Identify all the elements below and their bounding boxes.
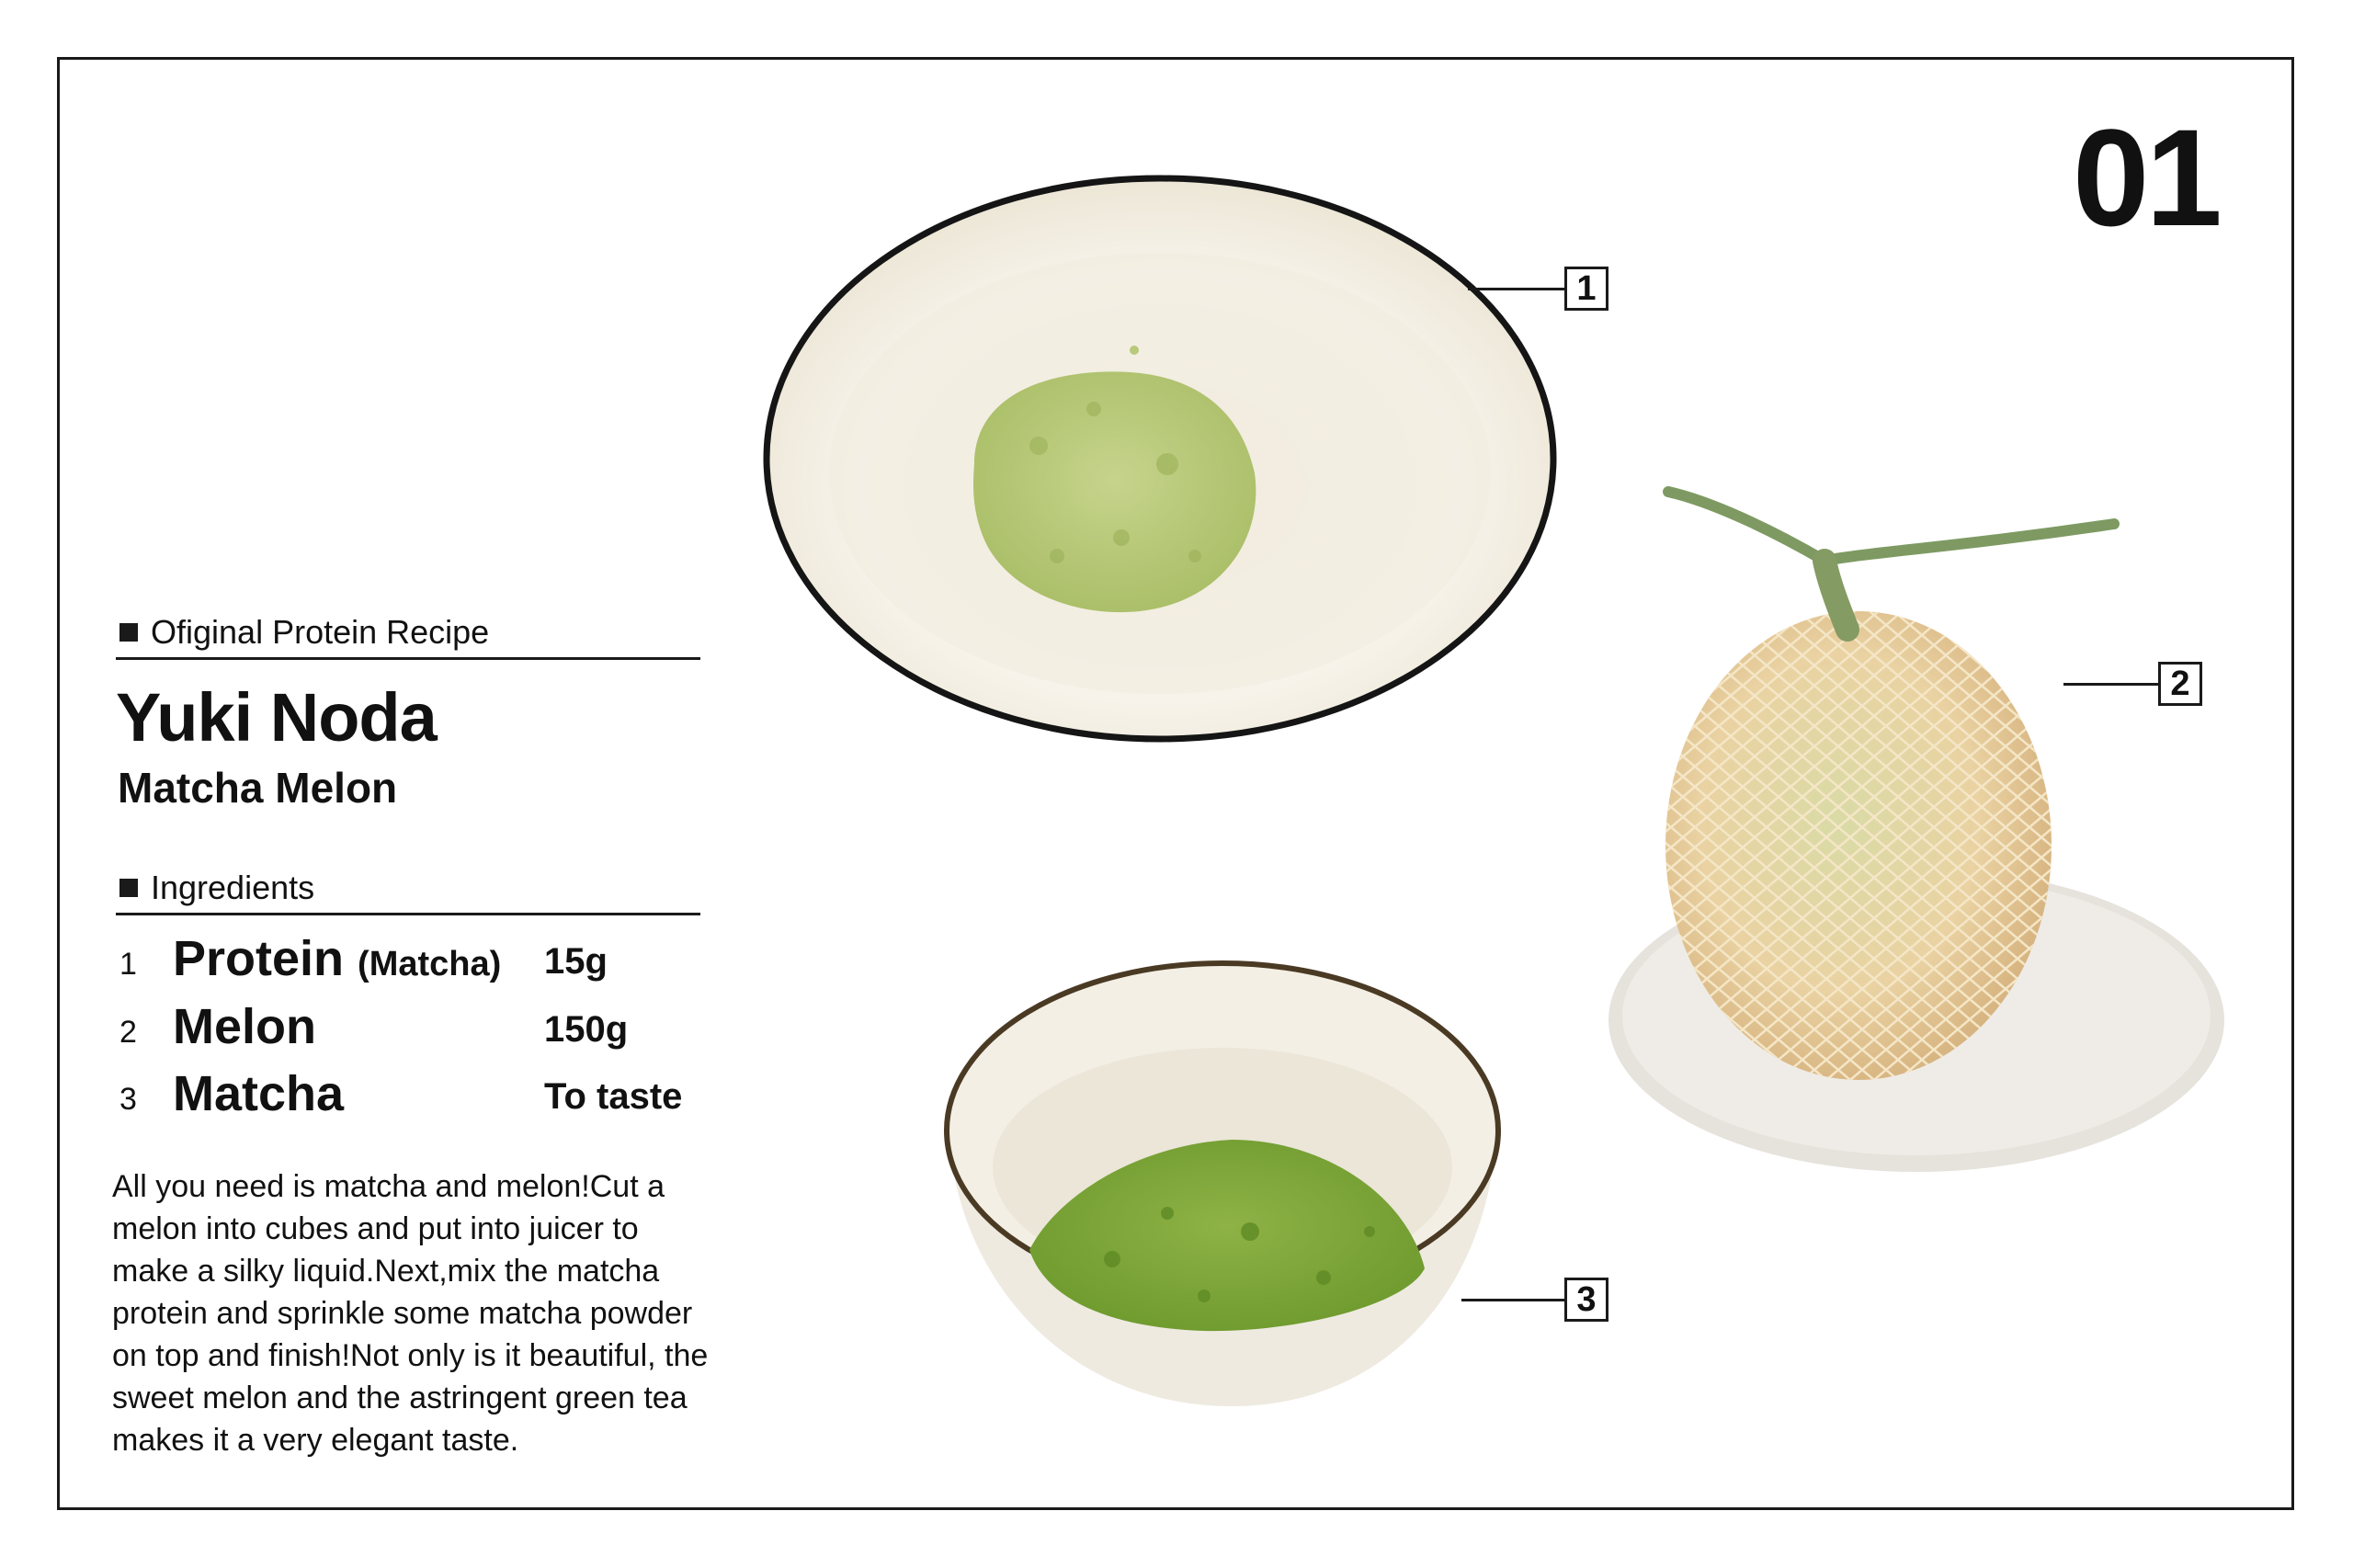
ingredient-number: 3 bbox=[119, 1082, 137, 1117]
ingredient-amount: 15g bbox=[544, 941, 608, 982]
callout-line bbox=[2063, 683, 2159, 686]
protein-powder-plate-image bbox=[763, 170, 1572, 767]
ingredient-name: Melon bbox=[173, 999, 316, 1054]
square-bullet-icon bbox=[119, 879, 138, 897]
ingredient-number: 1 bbox=[119, 947, 137, 982]
square-bullet-icon bbox=[119, 623, 138, 642]
ingredients-section-header bbox=[116, 864, 700, 915]
ingredient-number: 2 bbox=[119, 1015, 137, 1050]
callout-line bbox=[1468, 288, 1565, 290]
ingredient-row bbox=[116, 926, 704, 991]
recipe-section-label: Ofiginal Protein Recipe bbox=[151, 613, 490, 651]
recipe-section-header bbox=[116, 608, 700, 660]
ingredient-name: Matcha bbox=[173, 1066, 345, 1121]
ingredient-amount: 150g bbox=[544, 1009, 629, 1050]
matcha-bowl-image bbox=[928, 956, 1517, 1415]
melon-image bbox=[1599, 473, 2243, 1181]
photo-label-1: 1 bbox=[1564, 267, 1608, 311]
ingredient-name bbox=[173, 932, 501, 986]
ingredients-section-label: Ingredients bbox=[151, 869, 315, 906]
recipe-description: All you need is matcha and melon!Cut a melon into cubes and put into juicer to make a silky liquid.Next,mix the matcha protein and sprinkle some matcha powder on top and finish!Not only is it beautiful, the sweet melon and the astringent green tea makes it a very elegant taste. bbox=[112, 1169, 709, 1458]
author-name: Yuki Noda bbox=[116, 679, 437, 756]
photo-label-2: 2 bbox=[2158, 662, 2202, 706]
ingredient-name-text: Protein bbox=[173, 931, 345, 986]
ingredient-amount: To taste bbox=[544, 1076, 683, 1117]
ingredient-row bbox=[116, 1062, 704, 1126]
page-number: 01 bbox=[2073, 100, 2219, 255]
ingredient-row bbox=[116, 994, 704, 1059]
photo-label-3: 3 bbox=[1564, 1278, 1608, 1322]
callout-line bbox=[1461, 1299, 1566, 1301]
recipe-title: Matcha Melon bbox=[118, 764, 398, 812]
ingredient-note: (Matcha) bbox=[358, 945, 502, 983]
